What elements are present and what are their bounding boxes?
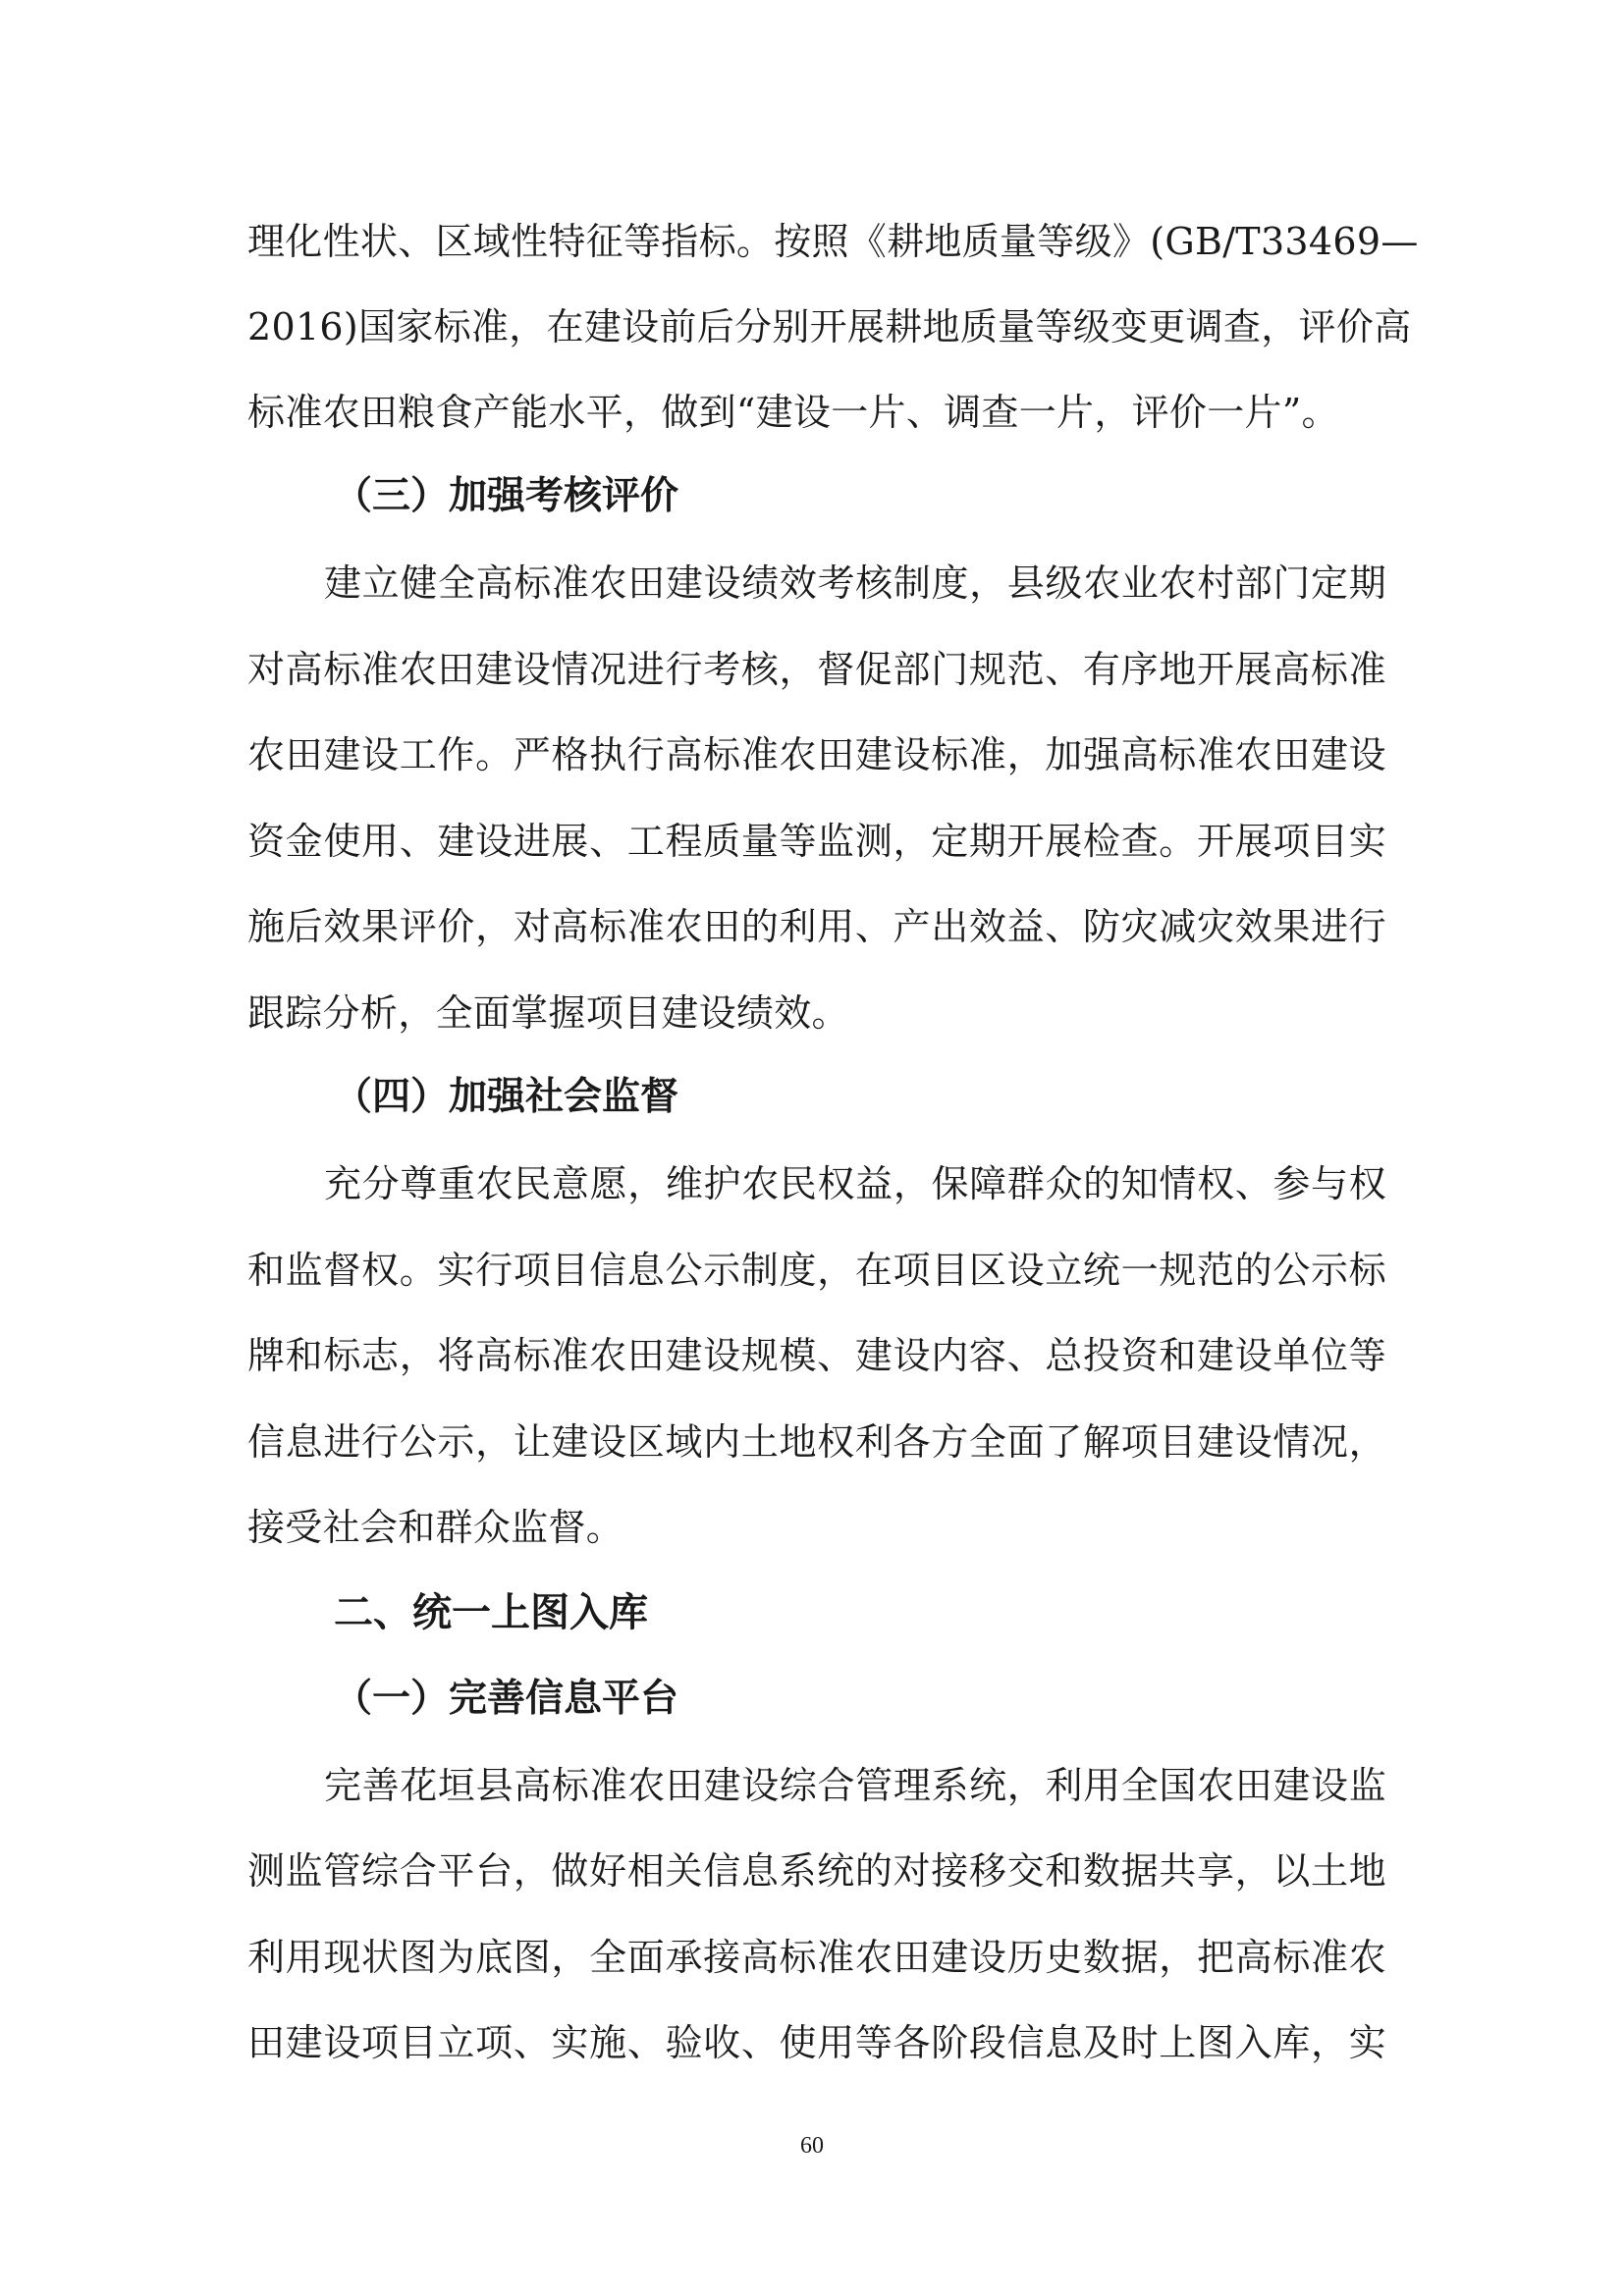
paragraph-line: 理化性状、区域性特征等指标。按照《耕地质量等级》(GB/T33469—: [247, 220, 1419, 263]
paragraph-line: 资金使用、建设进展、工程质量等监测，定期开展检查。开展项目实: [247, 820, 1386, 863]
paragraph-line: 牌和标志，将高标准农田建设规模、建设内容、总投资和建设单位等: [247, 1334, 1386, 1377]
paragraph-line: 充分尊重农民意愿，维护农民权益，保障群众的知情权、参与权: [324, 1162, 1386, 1205]
section-heading-4: （四）加强社会监督: [334, 1075, 679, 1119]
section-heading-3: （三）加强考核评价: [334, 474, 679, 518]
paragraph-line: 农田建设工作。严格执行高标准农田建设标准，加强高标准农田建设: [247, 733, 1386, 776]
paragraph-line: 和监督权。实行项目信息公示制度，在项目区设立统一规范的公示标: [247, 1249, 1386, 1292]
paragraph-line: 对高标准农田建设情况进行考核，督促部门规范、有序地开展高标准: [247, 648, 1386, 691]
page-number: 60: [800, 2133, 824, 2159]
section-heading-1: （一）完善信息平台: [334, 1677, 679, 1721]
paragraph-line: 完善花垣县高标准农田建设综合管理系统，利用全国农田建设监: [324, 1764, 1386, 1807]
paragraph-line: 跟踪分析，全面掌握项目建设绩效。: [247, 991, 849, 1035]
paragraph-line: 测监管综合平台，做好相关信息系统的对接移交和数据共享，以土地: [247, 1849, 1386, 1893]
paragraph-line: 2016)国家标准，在建设前后分别开展耕地质量等级变更调查，评价高: [247, 305, 1412, 348]
paragraph-line: 接受社会和群众监督。: [247, 1506, 624, 1549]
paragraph-line: 标准农田粮食产能水平，做到“建设一片、调查一片，评价一片”。: [247, 391, 1339, 434]
paragraph-line: 施后效果评价，对高标准农田的利用、产出效益、防灾减灾效果进行: [247, 905, 1386, 948]
paragraph-line: 利用现状图为底图，全面承接高标准农田建设历史数据，把高标准农: [247, 1936, 1386, 1979]
paragraph-line: 信息进行公示，让建设区域内土地权利各方全面了解项目建设情况，: [247, 1420, 1386, 1464]
paragraph-line: 建立健全高标准农田建设绩效考核制度，县级农业农村部门定期: [324, 561, 1386, 605]
chapter-heading-2: 二、统一上图入库: [334, 1590, 648, 1635]
paragraph-line: 田建设项目立项、实施、验收、使用等各阶段信息及时上图入库，实: [247, 2021, 1386, 2064]
